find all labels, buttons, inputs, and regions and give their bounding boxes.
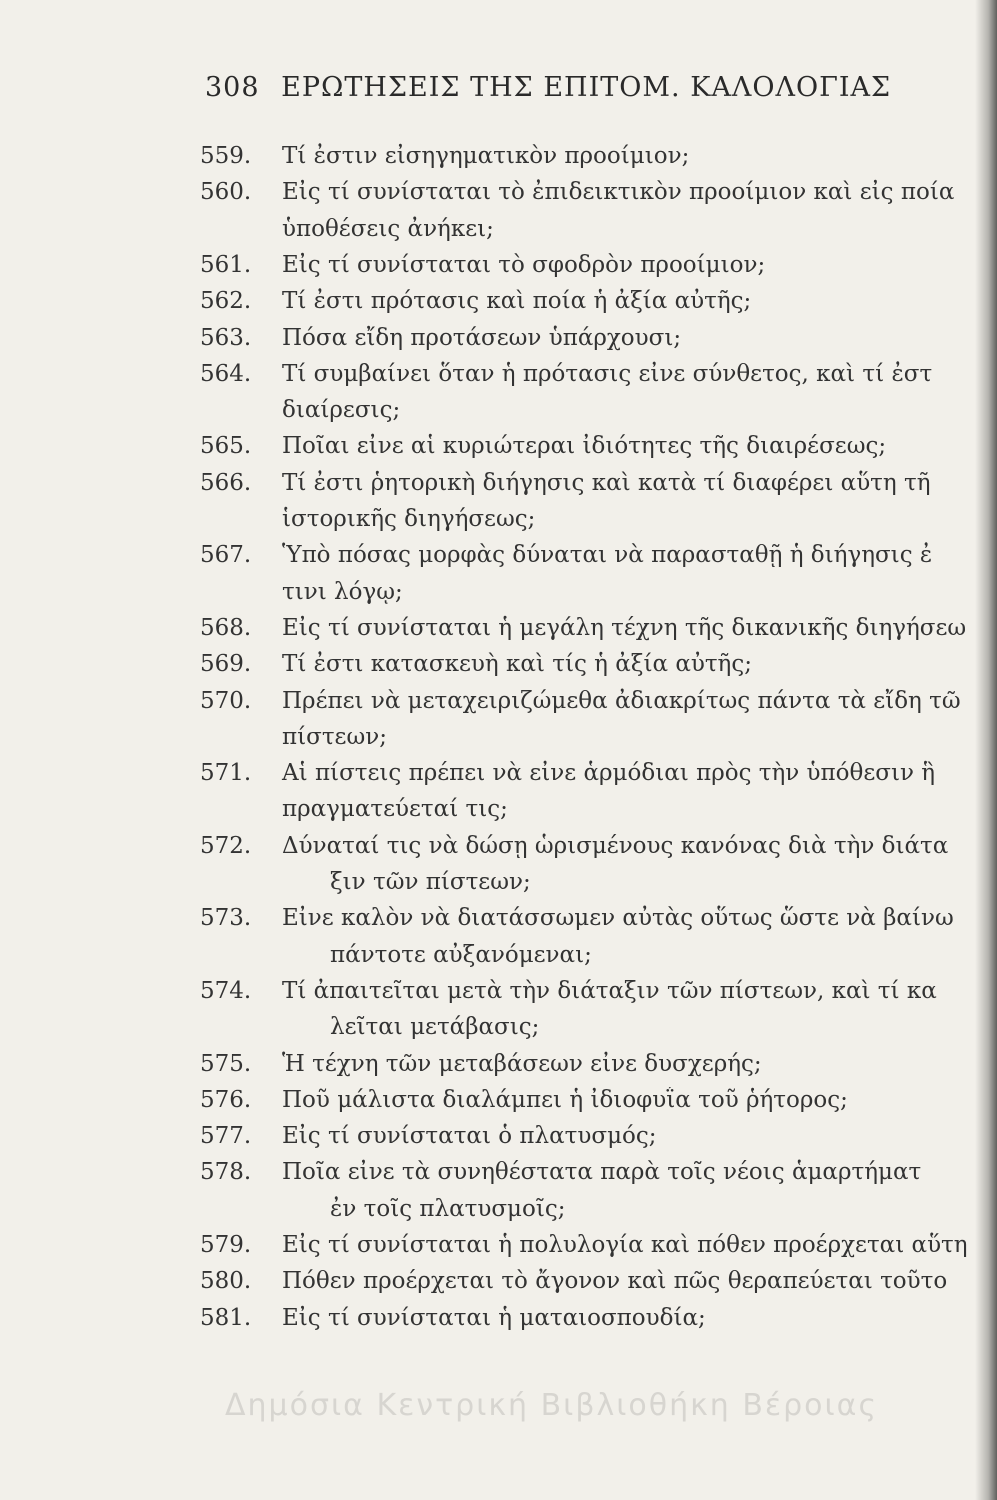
question-number: 578. [200, 1159, 252, 1186]
question-number: 572. [200, 832, 252, 859]
question-text: πραγματεύεταί τις; [282, 796, 508, 823]
question-continuation [330, 942, 975, 968]
question-number: 566. [200, 469, 252, 496]
question-number: 559. [200, 143, 252, 169]
question-continuation [282, 796, 975, 822]
question-line [200, 1305, 975, 1337]
question-text: πάντοτε αὐξανόμεναι; [330, 941, 592, 968]
question-text: Τί ἐστι ῥητορικὴ διήγησις καὶ κατὰ τί διαφέρει αὕτη τῆ [282, 469, 931, 496]
question-number: 574. [200, 977, 252, 1004]
question-line [200, 542, 975, 574]
question-line [200, 905, 975, 937]
question-line [200, 433, 975, 465]
question-number: 569. [200, 651, 252, 678]
question-continuation [330, 1196, 975, 1222]
question-number: 576. [200, 1086, 252, 1113]
question-line [200, 1051, 975, 1083]
question-text: Ἡ τέχνη τῶν μεταβάσεων εἶνε δυσχερής; [282, 1050, 762, 1077]
question-number: 581. [200, 1304, 252, 1331]
question-number: 567. [200, 542, 252, 569]
question-line [200, 252, 975, 284]
question-text: Ὑπὸ πόσας μορφὰς δύναται νὰ παρασταθῇ ἡ διήγησις ἐ [282, 542, 933, 569]
question-number: 561. [200, 251, 252, 278]
question-text: Εἰς τί συνίσταται ὁ πλατυσμός; [282, 1123, 657, 1150]
question-continuation [330, 1014, 975, 1040]
question-number: 573. [200, 905, 252, 932]
question-text: Εἰς τί συνίσταται τὸ σφοδρὸν προοίμιον; [282, 251, 766, 278]
question-text: Τί ἀπαιτεῖται μετὰ τὴν διάταξιν τῶν πίστεων, καὶ τί κα [282, 977, 937, 1004]
question-text: τινι λόγῳ; [282, 578, 403, 605]
running-title: ΕΡΩΤΗΣΕΙΣ ΤΗΣ ΕΠΙΤΟΜ. ΚΑΛΟΛΟΓΙΑΣ [281, 72, 892, 103]
question-text: Εἶνε καλὸν νὰ διατάσσωμεν αὐτὰς οὕτως ὥστε νὰ βαίνω [282, 905, 954, 932]
question-number: 560. [200, 179, 252, 206]
question-text: Πόσα εἴδη προτάσεων ὑπάρχουσι; [282, 324, 682, 351]
question-text: Αἱ πίστεις πρέπει νὰ εἶνε ἁρμόδιαι πρὸς τὴν ὑπόθεσιν ἣ [282, 760, 936, 787]
question-text: ξιν τῶν πίστεων; [330, 869, 531, 895]
question-text: Εἰς τί συνίσταται τὸ ἐπιδεικτικὸν προοίμιον καὶ εἰς ποία [282, 179, 955, 206]
question-text: Πρέπει νὰ μεταχειριζώμεθα ἀδιακρίτως πάντα τὰ εἴδη τῶ [282, 687, 961, 714]
question-line [200, 688, 975, 720]
question-line [200, 325, 975, 357]
question-number: 563. [200, 324, 252, 351]
question-text: ἐν τοῖς πλατυσμοῖς; [330, 1195, 566, 1222]
question-continuation [282, 506, 975, 532]
library-watermark: Δημόσια Κεντρική Βιβλιοθήκη Βέροιας [225, 1388, 879, 1423]
question-text: Εἰς τί συνίσταται ἡ ματαιοσπουδία; [282, 1304, 706, 1331]
question-text: Τί ἐστι πρότασις καὶ ποία ἡ ἀξία αὐτῆς; [282, 288, 752, 315]
question-line [200, 1087, 975, 1119]
question-continuation [282, 724, 975, 750]
question-text: Πόθεν προέρχεται τὸ ἄγονον καὶ πῶς θεραπεύεται τοῦτο [282, 1268, 948, 1295]
question-line [200, 1268, 975, 1300]
question-line [200, 833, 975, 865]
question-number: 571. [200, 760, 252, 787]
question-line [200, 361, 975, 393]
question-text: ἱστορικῆς διηγήσεως; [282, 506, 536, 532]
question-line [200, 651, 975, 683]
question-number: 579. [200, 1232, 252, 1258]
question-line [200, 1123, 975, 1155]
question-text: Εἰς τί συνίσταται ἡ μεγάλη τέχνη τῆς δικανικῆς διηγήσεω [282, 614, 967, 641]
question-line [200, 760, 975, 792]
question-number: 577. [200, 1123, 252, 1150]
question-line [200, 288, 975, 320]
question-continuation [282, 579, 975, 605]
question-line [200, 978, 975, 1010]
page-edge-shadow [975, 0, 997, 1500]
question-number: 564. [200, 360, 252, 387]
question-text: Τί ἐστι κατασκευὴ καὶ τίς ἡ ἀξία αὐτῆς; [282, 651, 752, 678]
question-text: λεῖται μετάβασις; [330, 1014, 540, 1041]
question-line [200, 1232, 975, 1264]
page-number: 308 [205, 72, 260, 103]
question-number: 580. [200, 1268, 252, 1295]
question-line [200, 615, 975, 647]
question-text: Εἰς τί συνίσταται ἡ πολυλογία καὶ πόθεν προέρχεται αὕτη [282, 1232, 968, 1258]
question-text: Ποῖαι εἶνε αἱ κυριώτεραι ἰδιότητες τῆς διαιρέσεως; [282, 433, 887, 460]
question-continuation [330, 869, 975, 895]
question-text: πίστεων; [282, 723, 387, 750]
question-text: Τί συμβαίνει ὅταν ἡ πρότασις εἶνε σύνθετος, καὶ τί ἐστ [282, 360, 933, 387]
question-line [200, 179, 975, 211]
question-number: 562. [200, 288, 252, 315]
question-number: 565. [200, 433, 252, 460]
question-text: Ποῦ μάλιστα διαλάμπει ἡ ἰδιοφυΐα τοῦ ῥήτορος; [282, 1086, 848, 1113]
question-line [200, 1159, 975, 1191]
question-line [200, 143, 975, 175]
question-number: 575. [200, 1050, 252, 1077]
question-continuation [282, 397, 975, 423]
question-text: Δύναταί τις νὰ δώσῃ ὡρισμένους κανόνας διὰ τὴν διάτα [282, 832, 949, 859]
question-line [200, 470, 975, 502]
question-text: διαίρεσις; [282, 397, 401, 424]
question-continuation [282, 216, 975, 242]
question-number: 568. [200, 614, 252, 641]
question-number: 570. [200, 687, 252, 714]
question-text: ὑποθέσεις ἀνήκει; [282, 215, 494, 242]
question-text: Ποῖα εἶνε τὰ συνηθέστατα παρὰ τοῖς νέοις ἁμαρτήματ [282, 1159, 922, 1186]
question-text: Τί ἐστιν εἰσηγηματικὸν προοίμιον; [282, 143, 690, 169]
